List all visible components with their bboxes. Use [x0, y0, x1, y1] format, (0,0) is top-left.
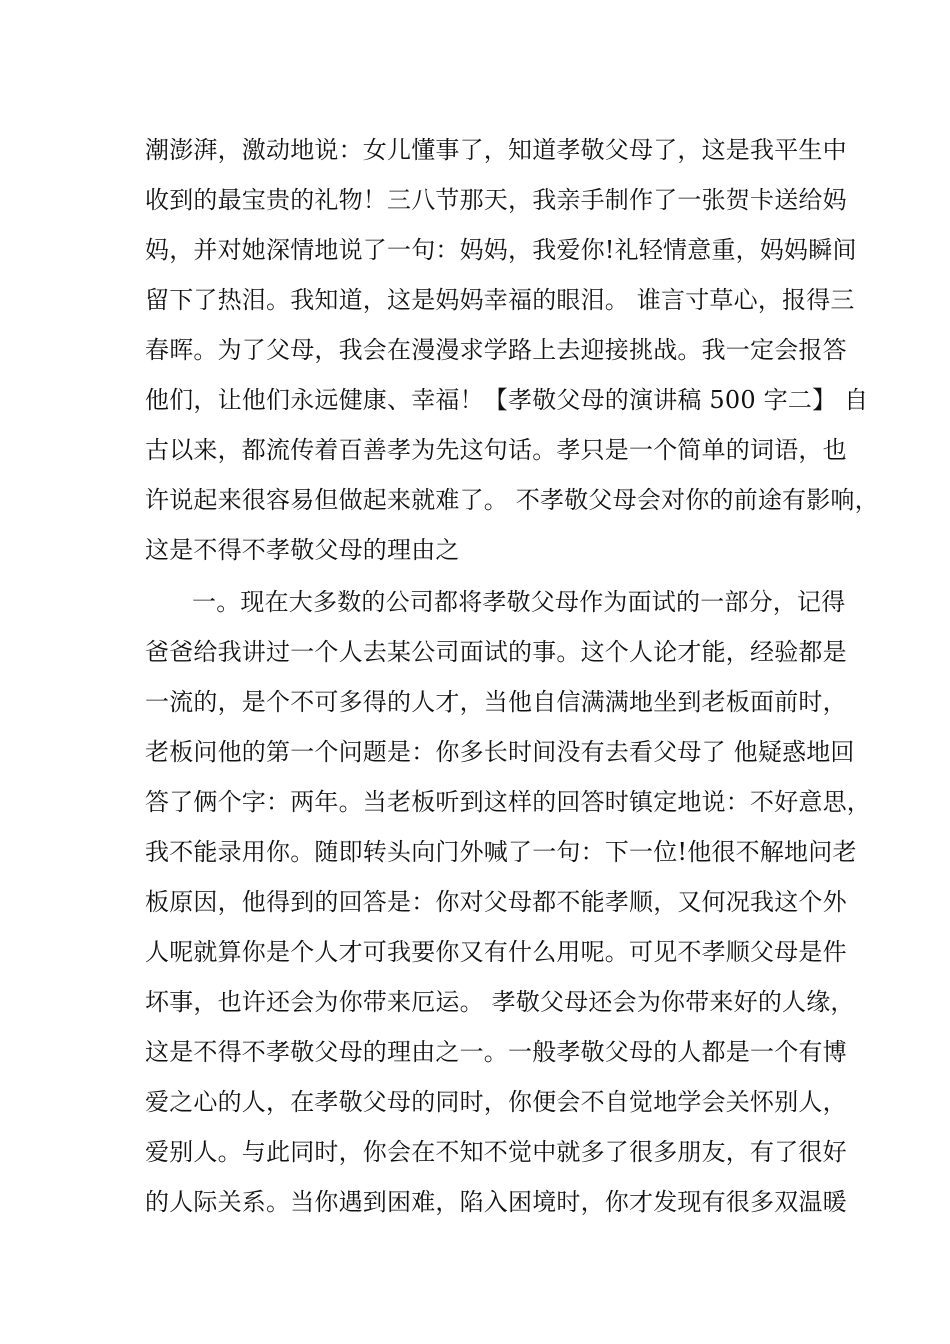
text-line: 坏事，也许还会为你带来厄运。 孝敬父母还会为你带来好的人缘， [145, 988, 855, 1016]
text-line: 许说起来很容易但做起来就难了。 不孝敬父母会对你的前途有影响， [145, 486, 879, 514]
paragraph-1 [145, 125, 879, 575]
text-line: 一流的，是个不可多得的人才，当他自信满满地坐到老板面前时， [145, 688, 847, 716]
text-line: 爱之心的人，在孝敬父母的同时，你便会不自觉地学会关怀别人， [145, 1088, 847, 1116]
text-line: 妈，并对她深情地说了一句：妈妈，我爱你!礼轻情意重，妈妈瞬间 [145, 236, 857, 264]
text-line: 这是不得不孝敬父母的理由之一。一般孝敬父母的人都是一个有博 [145, 1038, 847, 1066]
paragraph-2 [145, 577, 871, 1227]
text-line: 的人际关系。当你遇到困难，陷入困境时，你才发现有很多双温暖 [145, 1188, 847, 1216]
text-line: 人呢就算你是个人才可我要你又有什么用呢。可见不孝顺父母是件 [145, 938, 847, 966]
text-line: 爸爸给我讲过一个人去某公司面试的事。这个人论才能，经验都是 [145, 638, 847, 666]
text-line: 老板问他的第一个问题是：你多长时间没有去看父母了 他疑惑地回 [145, 738, 855, 766]
text-line: 这是不得不孝敬父母的理由之 [145, 536, 460, 564]
text-line: 古以来，都流传着百善孝为先这句话。孝只是一个简单的词语，也 [145, 436, 847, 464]
text-line: 春晖。为了父母，我会在漫漫求学路上去迎接挑战。我一定会报答 [145, 336, 847, 364]
text-line: 潮澎湃，激动地说：女儿懂事了，知道孝敬父母了，这是我平生中 [145, 136, 847, 164]
text-line: 留下了热泪。我知道，这是妈妈幸福的眼泪。 谁言寸草心，报得三 [145, 286, 855, 314]
text-line: 爱别人。与此同时，你会在不知不觉中就多了很多朋友，有了很好 [145, 1138, 847, 1166]
text-line: 他们，让他们永远健康、幸福！【孝敬父母的演讲稿 500 字二】 自 [145, 386, 869, 414]
text-line: 答了俩个字：两年。当老板听到这样的回答时镇定地说：不好意思， [145, 788, 871, 816]
text-line: 收到的最宝贵的礼物！三八节那天，我亲手制作了一张贺卡送给妈 [145, 186, 847, 214]
text-line-indented: 一。现在大多数的公司都将孝敬父母作为面试的一部分，记得 [192, 588, 846, 616]
text-line: 我不能录用你。随即转头向门外喊了一句：下一位!他很不解地问老 [145, 838, 857, 866]
text-line: 板原因，他得到的回答是：你对父母都不能孝顺，又何况我这个外 [145, 888, 847, 916]
